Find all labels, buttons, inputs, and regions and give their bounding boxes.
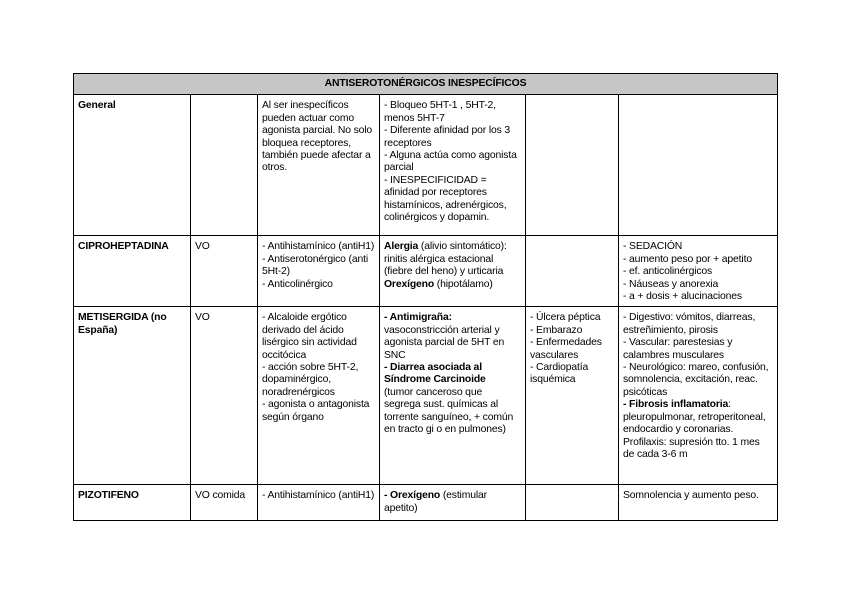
route-text: VO comida bbox=[195, 490, 246, 502]
mechanism-cell bbox=[258, 485, 380, 521]
contraindication-line: - Cardiopatía isquémica bbox=[530, 362, 589, 386]
indication-bold: - Antimigraña: bbox=[384, 312, 452, 324]
mechanism-text: Al ser inespecíficos pueden actuar como agonista parcial. No solo bloquea receptores, también puede afectar a otros. bbox=[262, 100, 373, 174]
table-row-ciproheptadina bbox=[74, 236, 778, 307]
mechanism-line: - Anticolinérgico bbox=[262, 278, 333, 290]
drug-name-cell bbox=[74, 485, 191, 521]
indication-text: (alivio sintomático): rinitis alérgica estacional (fiebre del heno) y urticaria bbox=[384, 241, 507, 278]
indication-text: (hipotálamo) bbox=[434, 278, 493, 290]
adverse-cell bbox=[619, 307, 778, 485]
adverse-line: - ef. anticolinérgicos bbox=[623, 266, 713, 278]
table-row-pizotifeno bbox=[74, 485, 778, 521]
mechanism-line: - Alcaloide ergótico derivado del ácido lisérgico sin actividad occitócica bbox=[262, 312, 357, 361]
mechanism-line: - acción sobre 5HT-2, dopaminérgico, noradrenérgicos bbox=[262, 362, 359, 398]
route-cell bbox=[191, 95, 258, 236]
mechanism-cell bbox=[258, 307, 380, 485]
indication-text: vasoconstricción arterial y agonista parcial de 5HT en SNC bbox=[384, 324, 505, 361]
contraindication-line: - Úlcera péptica bbox=[530, 312, 601, 324]
indication-bold: Orexígeno bbox=[384, 278, 435, 290]
indication-bold: - Diarrea asociada al Síndrome Carcinoide bbox=[384, 362, 486, 386]
drug-table bbox=[73, 73, 778, 521]
mechanism-line: - Antihistamínico (antiH1) bbox=[262, 490, 375, 502]
adverse-cell bbox=[619, 236, 778, 307]
indication-cell bbox=[380, 95, 526, 236]
drug-name-cell bbox=[74, 236, 191, 307]
route-text: VO bbox=[195, 312, 210, 324]
adverse-line: - aumento peso por + apetito bbox=[623, 253, 752, 265]
contraindication-line: - Embarazo bbox=[530, 324, 583, 336]
drug-name: CIPROHEPTADINA bbox=[78, 241, 169, 253]
adverse-cell bbox=[619, 485, 778, 521]
route-cell bbox=[191, 236, 258, 307]
indication-cell bbox=[380, 485, 526, 521]
adverse-line: - SEDACIÓN bbox=[623, 241, 683, 253]
mechanism-line: - Antiserotonérgico (anti 5Ht-2) bbox=[262, 253, 368, 278]
indication-cell bbox=[380, 236, 526, 307]
contraindications-cell bbox=[526, 307, 619, 485]
table-row-metisergida bbox=[74, 307, 778, 485]
adverse-line: - a + dosis + alucinaciones bbox=[623, 291, 742, 303]
drug-name: METISERGIDA (no España) bbox=[78, 312, 167, 336]
adverse-line: - Neurológico: mareo, confusión, somnolencia, excitación, reac. psicóticas bbox=[623, 362, 769, 398]
mechanism-line: - Antihistamínico (antiH1) bbox=[262, 241, 375, 253]
contraindications-cell bbox=[526, 485, 619, 521]
adverse-line: Somnolencia y aumento peso. bbox=[623, 490, 759, 502]
indication-cell bbox=[380, 307, 526, 485]
drug-name: General bbox=[78, 100, 116, 112]
indication-alergia bbox=[384, 241, 521, 278]
indication-line: - Alguna actúa como agonista parcial bbox=[384, 150, 517, 174]
table-row-general bbox=[74, 95, 778, 236]
indication-line: - Diferente afinidad por los 3 receptores bbox=[384, 125, 511, 149]
adverse-text: : pleuropulmonar, retroperitoneal, endocardio y coronarias. Profilaxis: supresión tto. 1 mes de cada 3-6 m bbox=[623, 399, 766, 460]
indication-orexigeno bbox=[384, 279, 521, 291]
route-text: VO bbox=[195, 241, 210, 253]
contraindications-cell bbox=[526, 95, 619, 236]
adverse-fibrosis bbox=[623, 399, 773, 461]
table-title-row bbox=[74, 74, 778, 95]
indication-bold: Alergia bbox=[384, 241, 419, 253]
route-cell bbox=[191, 485, 258, 521]
indication-orexigeno bbox=[384, 490, 521, 515]
drug-name-cell bbox=[74, 95, 191, 236]
indication-line: - INESPECIFICIDAD = afinidad por receptores histamínicos, adrenérgicos, colinérgicos y dopamin. bbox=[384, 174, 507, 224]
route-cell bbox=[191, 307, 258, 485]
mechanism-line: - agonista o antagonista según órgano bbox=[262, 399, 370, 423]
mechanism-cell bbox=[258, 236, 380, 307]
indication-line: - Bloqueo 5HT-1 , 5HT-2, menos 5HT-7 bbox=[384, 100, 496, 124]
mechanism-cell bbox=[258, 95, 380, 236]
adverse-bold: - Fibrosis inflamatoria bbox=[623, 399, 729, 411]
drug-name: PIZOTIFENO bbox=[78, 490, 139, 502]
adverse-line: - Vascular: parestesias y calambres musculares bbox=[623, 337, 733, 361]
indication-text: (estimular apetito) bbox=[384, 490, 487, 514]
adverse-line: - Digestivo: vómitos, diarreas, estreñimiento, pirosis bbox=[623, 312, 756, 336]
contraindications-cell bbox=[526, 236, 619, 307]
indication-text: (tumor canceroso que segrega sust. químicas al torrente sanguíneo, + común en tracto gi o en pulmones) bbox=[384, 386, 514, 436]
indication-bold: - Orexígeno bbox=[384, 490, 441, 502]
adverse-line: - Náuseas y anorexia bbox=[623, 278, 719, 290]
contraindication-line: - Enfermedades vasculares bbox=[530, 337, 602, 361]
table-title: ANTISEROTONÉRGICOS INESPECÍFICOS bbox=[74, 74, 778, 95]
drug-name-cell bbox=[74, 307, 191, 485]
adverse-cell bbox=[619, 95, 778, 236]
